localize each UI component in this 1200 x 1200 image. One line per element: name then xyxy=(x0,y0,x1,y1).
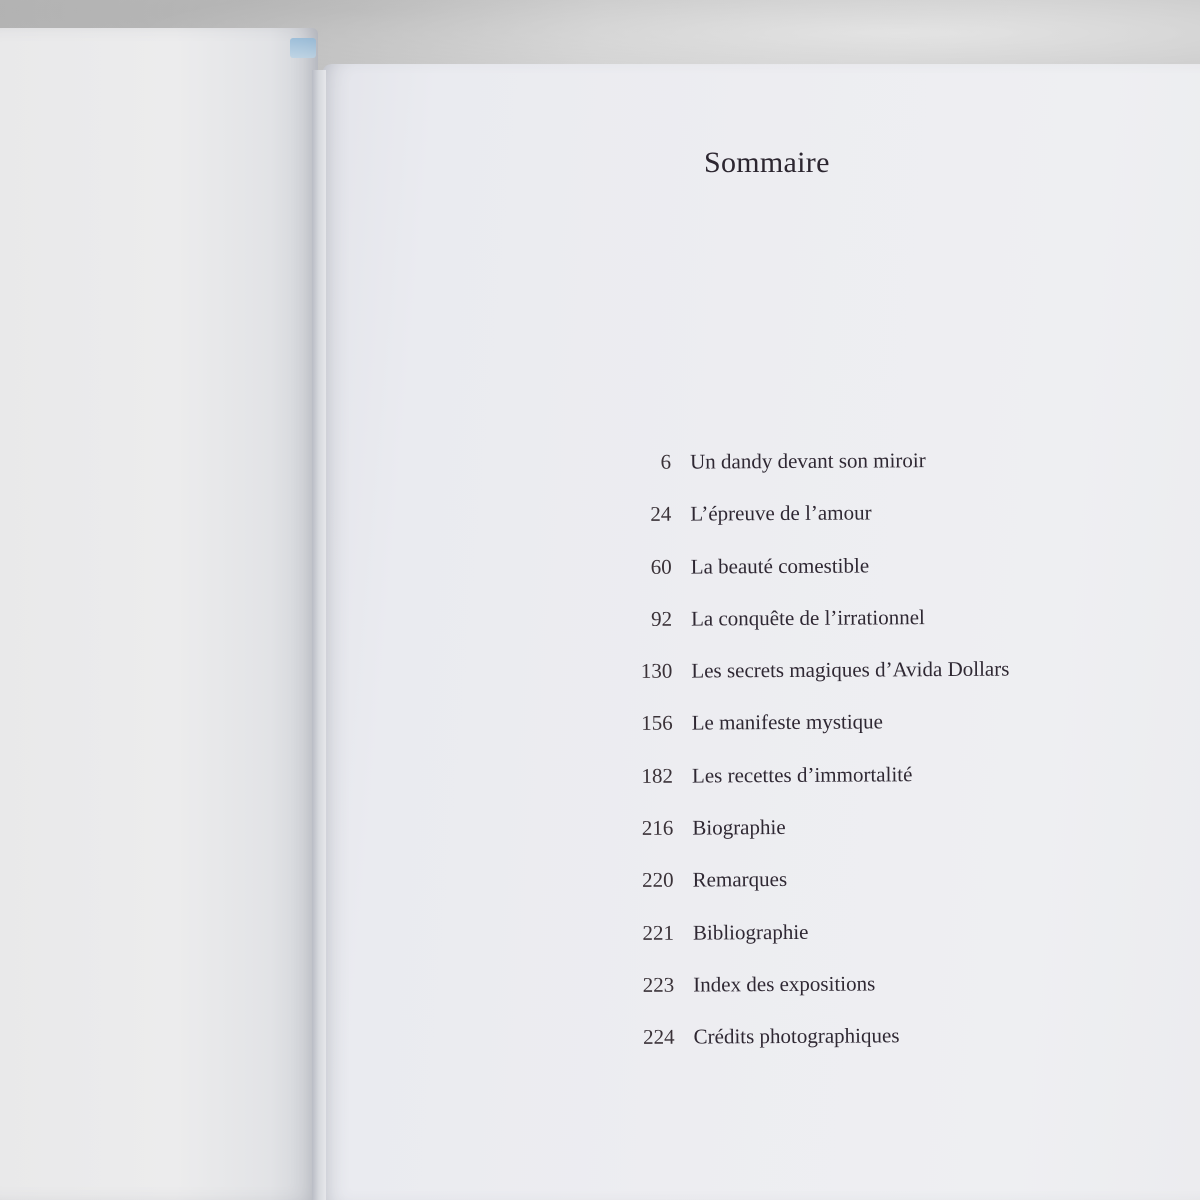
toc-entry xyxy=(621,551,1161,607)
toc-page-number: 221 xyxy=(642,920,675,945)
toc-entry xyxy=(621,656,1161,712)
toc-entry-title: Biographie xyxy=(692,815,786,840)
cover-edge xyxy=(290,38,316,58)
toc-page-number: 223 xyxy=(642,972,675,997)
toc-entry xyxy=(623,917,1163,973)
toc-entry-title: Bibliographie xyxy=(692,919,809,945)
toc-page-number: 24 xyxy=(650,501,672,527)
toc-entry xyxy=(622,760,1162,816)
toc-entry-title: La conquête de l’irrationnel xyxy=(690,605,925,631)
toc-page-number: 182 xyxy=(641,763,674,788)
toc-page-number: 6 xyxy=(660,449,672,474)
toc-entry-title: Crédits photographiques xyxy=(693,1023,900,1049)
toc-entry xyxy=(622,813,1162,869)
toc-entry-title: L’épreuve de l’amour xyxy=(690,500,872,526)
toc-page-number: 156 xyxy=(641,711,673,736)
toc-entry xyxy=(620,499,1160,555)
page-title: Sommaire xyxy=(704,146,830,179)
toc-entry xyxy=(620,447,1160,503)
left-page xyxy=(0,28,318,1200)
toc-entry-title: Remarques xyxy=(692,867,788,892)
toc-entry-title: Les secrets magiques d’Avida Dollars xyxy=(691,656,1010,683)
toc-entry xyxy=(622,708,1162,764)
table-of-contents xyxy=(620,447,1164,1078)
toc-page-number: 92 xyxy=(650,606,673,631)
toc-entry-title: Le manifeste mystique xyxy=(691,709,884,736)
toc-entry-title: Un dandy devant son miroir xyxy=(689,448,926,474)
toc-entry xyxy=(623,865,1163,921)
toc-page-number: 130 xyxy=(640,658,673,684)
toc-page-number: 224 xyxy=(643,1024,675,1050)
book-gutter xyxy=(312,70,326,1200)
toc-entry-title: La beauté comestible xyxy=(690,553,870,579)
toc-page-number: 60 xyxy=(650,554,672,579)
toc-entry xyxy=(623,970,1163,1026)
toc-entry-title: Les recettes d’immortalité xyxy=(691,762,913,788)
toc-entry xyxy=(624,1022,1164,1078)
toc-entry-title: Index des expositions xyxy=(693,971,876,997)
toc-page-number: 220 xyxy=(642,868,674,893)
toc-entry xyxy=(621,604,1161,660)
toc-page-number: 216 xyxy=(641,815,674,840)
